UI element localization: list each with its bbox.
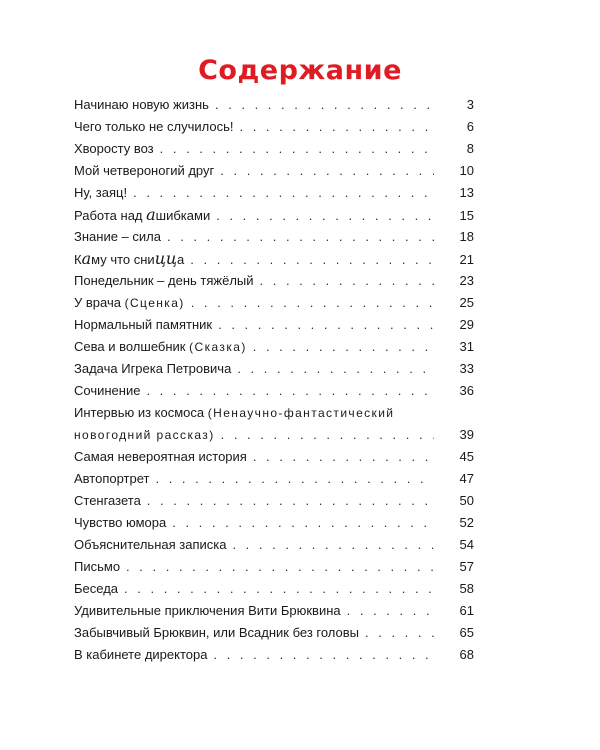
entry-title: [74, 336, 247, 358]
toc-entry: [74, 138, 474, 160]
toc-entry: [74, 226, 474, 248]
entry-title-part: Работа над: [74, 208, 147, 223]
toc-entry: [74, 358, 474, 380]
entry-title: [74, 292, 185, 314]
toc-entry: [74, 468, 474, 490]
entry-subtitle: (Сценка): [124, 296, 185, 310]
page-title: Содержание: [198, 55, 402, 86]
entry-title: Стенгазета: [74, 493, 141, 508]
entry-title: [74, 204, 210, 227]
toc-entry: [74, 182, 474, 204]
entry-title-part: шибками: [155, 208, 211, 223]
dot-leader: [220, 160, 434, 182]
toc-entry: [74, 490, 474, 512]
toc-entry: [74, 402, 474, 446]
dot-leader: [221, 424, 434, 446]
dot-leader: [213, 644, 434, 666]
entry-title-script-letter: цц: [154, 249, 178, 268]
entry-subtitle: (Ненаучно-фантастический: [207, 406, 395, 420]
toc-entry: [74, 622, 474, 644]
entry-title-part: Сева и волшебник: [74, 339, 186, 354]
page-number: 29: [459, 317, 474, 332]
toc-entry: [74, 336, 474, 358]
entry-title: Сочинение: [74, 383, 141, 398]
entry-title: Забывчивый Брюквин, или Всадник без головы: [74, 625, 359, 640]
page-number: 3: [466, 97, 474, 112]
dot-leader: [237, 358, 434, 380]
dot-leader: [124, 578, 434, 600]
page-number: 39: [459, 427, 474, 442]
entry-title: Задача Игрека Петровича: [74, 361, 232, 376]
entry-title-part: К: [74, 252, 82, 267]
toc-entry: [74, 380, 474, 402]
dot-leader: [260, 270, 434, 292]
page-number: 18: [459, 229, 474, 244]
entry-title-continued: [74, 424, 474, 446]
page-number: 52: [459, 515, 474, 530]
entry-title: Нормальный памятник: [74, 317, 213, 332]
dot-leader: [190, 249, 434, 271]
page-number: 65: [459, 625, 474, 640]
entry-title: Чувство юмора: [74, 515, 167, 530]
page-number: 61: [459, 603, 474, 618]
page-number: 8: [466, 141, 474, 156]
toc-entry: [74, 248, 474, 270]
dot-leader: [216, 205, 434, 227]
toc-entry: [74, 534, 474, 556]
dot-leader: [347, 600, 434, 622]
page-number: 15: [459, 208, 474, 223]
entry-title: [74, 248, 184, 271]
dot-leader: [160, 138, 434, 160]
page-number: 47: [459, 471, 474, 486]
dot-leader: [147, 490, 434, 512]
entry-title: Начинаю новую жизнь: [74, 97, 209, 112]
page-number: 6: [466, 119, 474, 134]
page-number: 31: [459, 339, 474, 354]
dot-leader: [218, 314, 434, 336]
toc-entry: [74, 116, 474, 138]
entry-title: Хворосту воз: [74, 141, 154, 156]
page-number: 13: [459, 185, 474, 200]
entry-title: Понедельник – день тяжёлый: [74, 273, 254, 288]
dot-leader: [146, 380, 434, 402]
entry-title: Автопортрет: [74, 471, 150, 486]
entry-title: [74, 402, 474, 424]
toc-entry: [74, 270, 474, 292]
toc-entry: [74, 314, 474, 336]
page-number: 58: [459, 581, 474, 596]
page-number: 45: [459, 449, 474, 464]
page-number: 21: [459, 252, 474, 267]
page-number: 57: [459, 559, 474, 574]
page-number: 33: [459, 361, 474, 376]
dot-leader: [215, 94, 434, 116]
entry-title: Письмо: [74, 559, 121, 574]
entry-title: Удивительные приключения Вити Брюквина: [74, 603, 341, 618]
dot-leader: [253, 336, 434, 358]
dot-leader: [253, 446, 434, 468]
dot-leader: [232, 534, 434, 556]
entry-title: Беседа: [74, 581, 119, 596]
dot-leader: [191, 292, 434, 314]
page-number: 36: [459, 383, 474, 398]
dot-leader: [155, 468, 434, 490]
toc-entry: [74, 160, 474, 182]
toc-entry: [74, 600, 474, 622]
toc-entry: [74, 94, 474, 116]
toc-entry: [74, 204, 474, 226]
entry-subtitle: новогодний рассказ): [74, 428, 215, 442]
entry-title: Объяснительная записка: [74, 537, 227, 552]
dot-leader: [172, 512, 434, 534]
page-number: 68: [459, 647, 474, 662]
entry-title-part: У врача: [74, 295, 121, 310]
dot-leader: [365, 622, 434, 644]
table-of-contents: [74, 94, 474, 666]
entry-title: Чего только не случилось!: [74, 119, 234, 134]
page-number: 54: [459, 537, 474, 552]
page-number: 50: [459, 493, 474, 508]
entry-title-part: Интервью из космоса: [74, 405, 205, 420]
page-number: 10: [459, 163, 474, 178]
dot-leader: [167, 226, 434, 248]
entry-title: Ну, заяц!: [74, 185, 128, 200]
toc-entry: [74, 446, 474, 468]
dot-leader: [239, 116, 434, 138]
toc-entry: [74, 556, 474, 578]
entry-title-script-letter: а: [146, 205, 156, 224]
toc-entry: [74, 292, 474, 314]
dot-leader: [133, 182, 434, 204]
toc-entry: [74, 644, 474, 666]
entry-title: Мой четвероногий друг: [74, 163, 215, 178]
toc-entry: [74, 578, 474, 600]
dot-leader: [126, 556, 434, 578]
entry-title: Самая невероятная история: [74, 449, 247, 464]
entry-title-part: му что сни: [91, 252, 155, 267]
page-number: 25: [459, 295, 474, 310]
entry-subtitle: (Сказка): [189, 340, 247, 354]
page-number: 23: [459, 273, 474, 288]
toc-entry: [74, 512, 474, 534]
entry-title: Знание – сила: [74, 229, 161, 244]
entry-title: В кабинете директора: [74, 647, 208, 662]
entry-title-script-letter: а: [81, 249, 92, 268]
entry-title-part: а: [177, 252, 185, 267]
